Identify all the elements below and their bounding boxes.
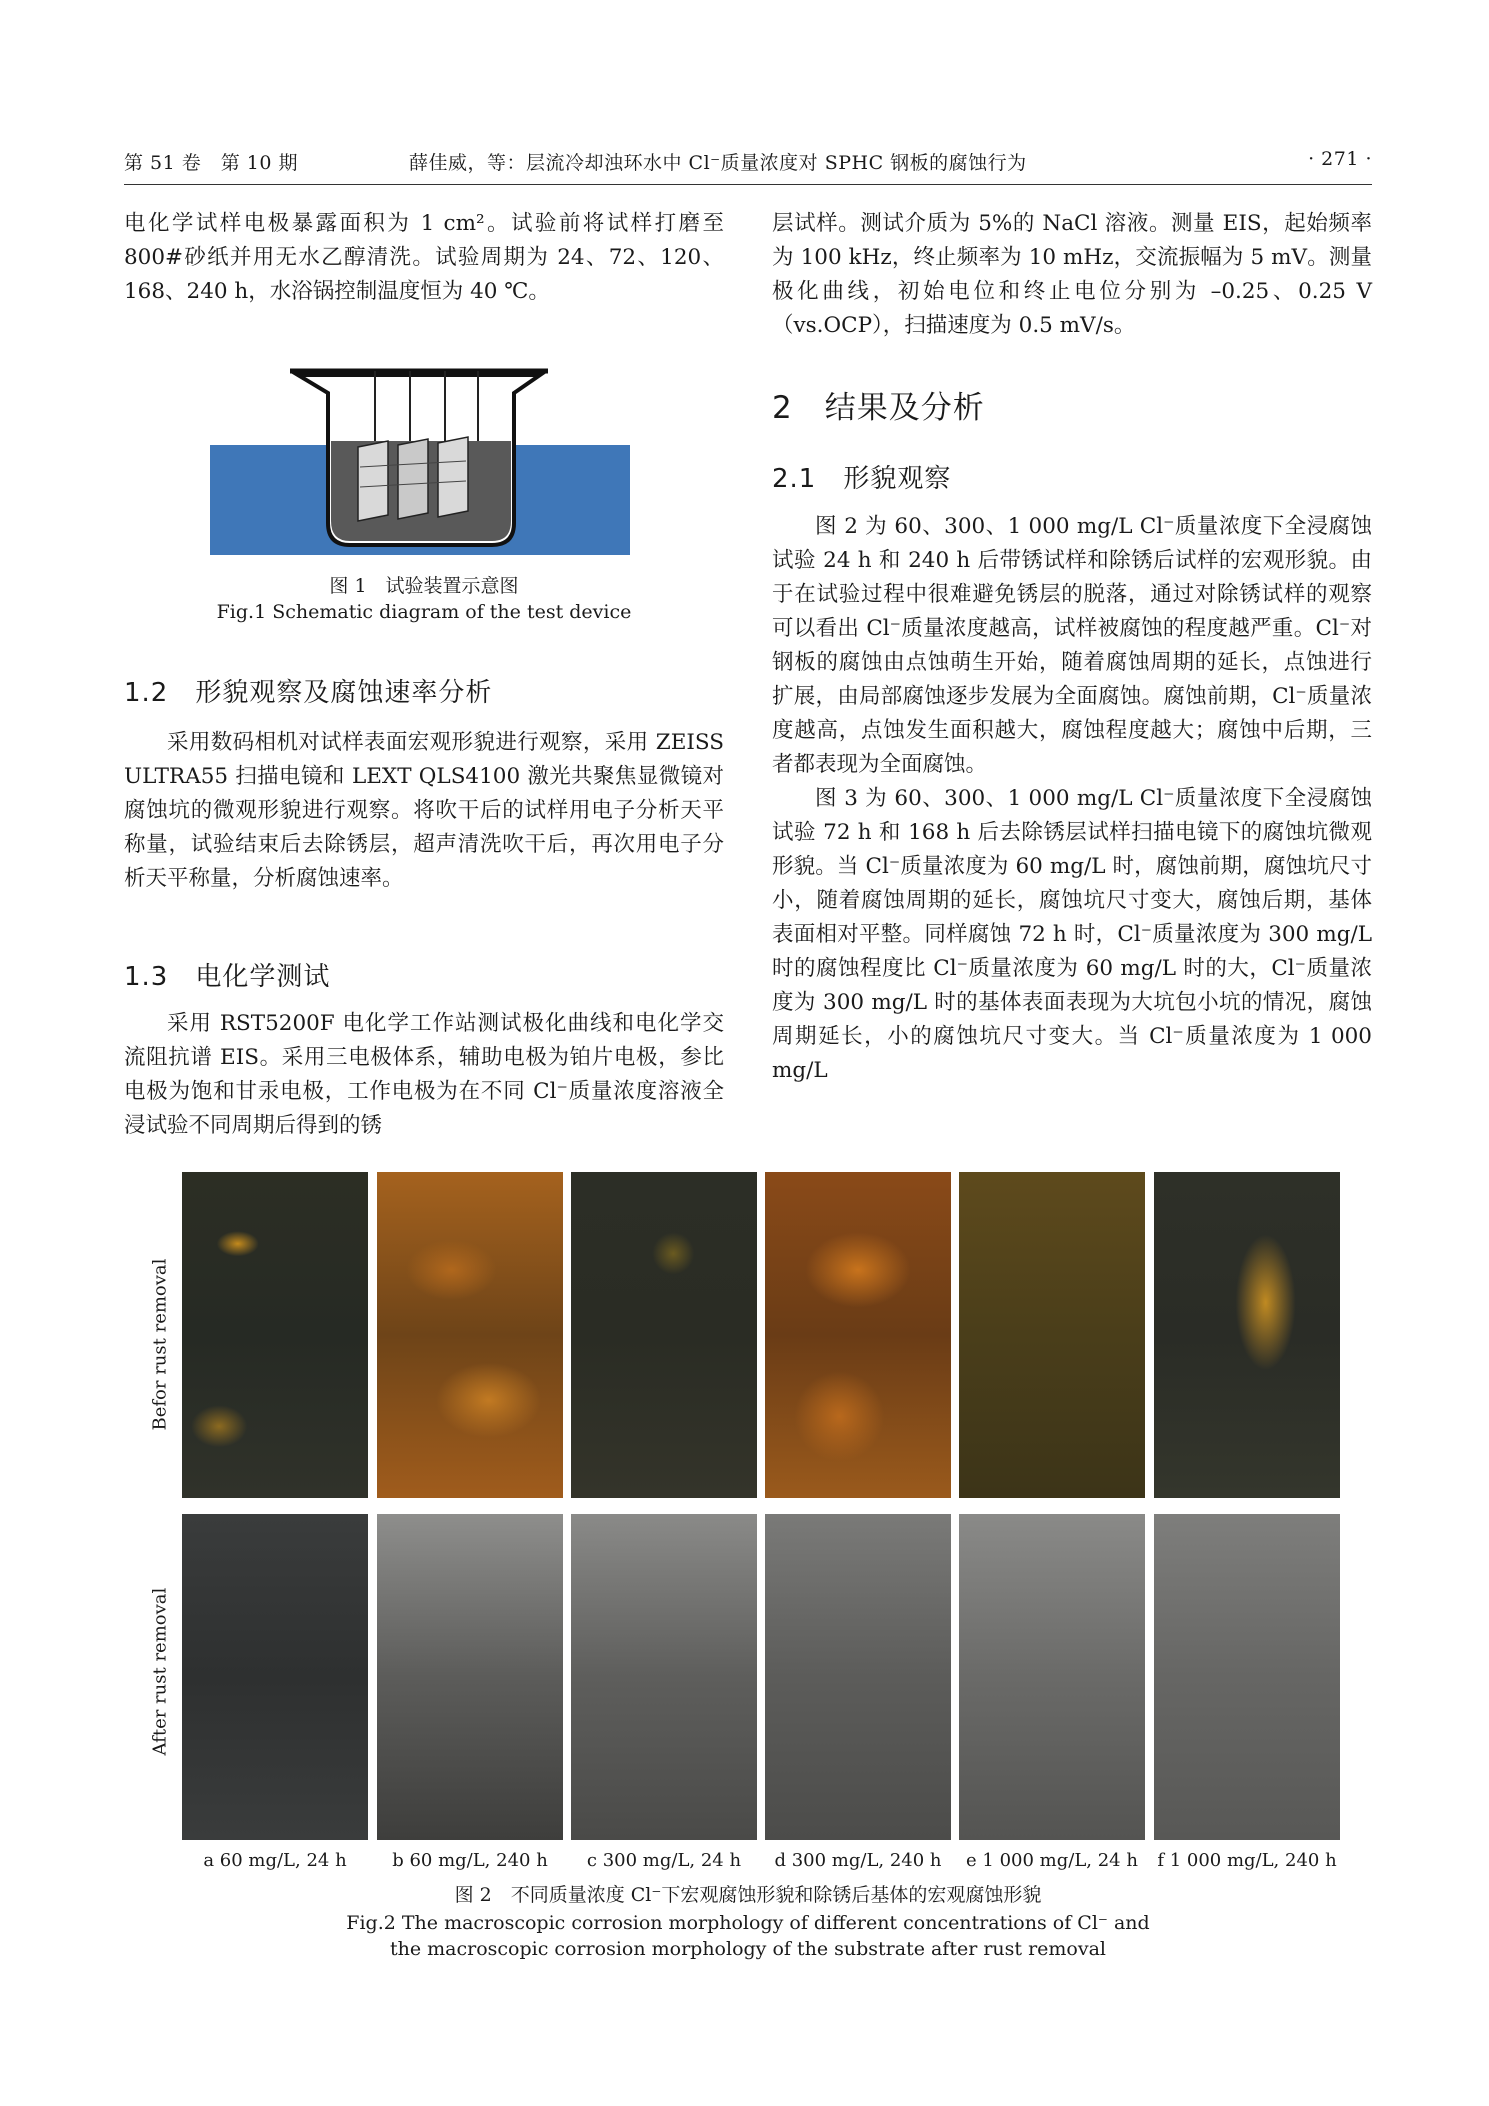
panel-label-e: e 1 000 mg/L, 24 h	[966, 1850, 1138, 1871]
header-article-title: 薛佳威，等：层流冷却浊环水中 Cl⁻质量浓度对 SPHC 钢板的腐蚀行为	[409, 152, 1027, 174]
photo-a-before	[182, 1172, 368, 1498]
section-1-3-heading: 1.3 电化学测试	[124, 962, 331, 992]
section-2-1-body	[772, 510, 1372, 1088]
photo-c-before	[571, 1172, 757, 1498]
photo-a-after	[182, 1514, 368, 1840]
row-label-before: Befor rust removal	[149, 1258, 171, 1431]
fig2-photo-grid	[140, 1170, 1350, 1871]
row-label-after: After rust removal	[149, 1587, 171, 1756]
section-1-3-body	[124, 1007, 724, 1143]
photo-f-after	[1154, 1514, 1340, 1840]
specimen-1	[358, 441, 388, 521]
fig2-caption	[124, 1882, 1372, 1962]
panel-label-a: a 60 mg/L, 24 h	[203, 1850, 347, 1871]
fig2-caption-en-2: the macroscopic corrosion morphology of the substrate after rust removal	[389, 1938, 1107, 1960]
running-header	[124, 148, 1372, 184]
photo-d-after	[765, 1514, 951, 1840]
section-2-heading: 2 结果及分析	[772, 390, 985, 426]
fig1-caption-cn: 图 1 试验装置示意图	[329, 575, 519, 597]
photo-c-after	[571, 1514, 757, 1840]
panel-label-d: d 300 mg/L, 240 h	[774, 1850, 942, 1871]
photo-d-before	[765, 1172, 951, 1498]
photo-b-after	[377, 1514, 563, 1840]
section-2-1-para1: 图 2 为 60、300、1 000 mg/L Cl⁻质量浓度下全浸腐蚀试验 24 h 和 240 h 后带锈试样和除锈后试样的宏观形貌。由于在试验过程中很难避免锈层的脱落，通过对除锈试样的观察可以看出 Cl⁻质量浓度越高，试样被腐蚀的程度越严重。Cl⁻对钢板的腐蚀由点蚀萌生开始，随着腐蚀周期的延长，点蚀进行扩展，由局部腐蚀逐步发展为全面腐蚀。腐蚀前期，Cl⁻质量浓度越高，点蚀发生面积越大，腐蚀程度越大；腐蚀中后期，三者都表现为全面腐蚀。	[772, 514, 1372, 777]
specimen-2	[398, 439, 428, 519]
photo-e-before	[959, 1172, 1145, 1498]
header-divider	[124, 184, 1372, 185]
header-page-number: · 271 ·	[1308, 148, 1372, 170]
panel-label-f: f 1 000 mg/L, 240 h	[1157, 1850, 1337, 1871]
fig1-caption	[124, 573, 724, 625]
fig1-caption-en: Fig.1 Schematic diagram of the test device	[216, 601, 632, 623]
section-1-2-text: 采用数码相机对试样表面宏观形貌进行观察，采用 ZEISS ULTRA55 扫描电镜和 LEXT QLS4100 激光共聚焦显微镜对腐蚀坑的微观形貌进行观察。将吹干后的试样用电子分析天平称量，试验结束后去除锈层，超声清洗吹干后，再次用电子分析天平称量，分析腐蚀速率。	[124, 730, 724, 891]
panel-label-b: b 60 mg/L, 240 h	[392, 1850, 548, 1871]
left-intro-paragraph	[124, 207, 724, 309]
fig2-caption-cn: 图 2 不同质量浓度 Cl⁻下宏观腐蚀形貌和除锈后基体的宏观腐蚀形貌	[454, 1884, 1042, 1906]
section-2-1-para2: 图 3 为 60、300、1 000 mg/L Cl⁻质量浓度下全浸腐蚀试验 72 h 和 168 h 后去除锈层试样扫描电镜下的腐蚀坑微观形貌。当 Cl⁻质量浓度为 60 mg/L 时，腐蚀前期，腐蚀坑尺寸小，随着腐蚀周期的延长，腐蚀坑尺寸变大，腐蚀后期，基体表面相对平整。同样腐蚀 72 h 时，Cl⁻质量浓度为 300 mg/L 时的腐蚀程度比 Cl⁻质量浓度为 60 mg/L 时的大，Cl⁻质量浓度为 300 mg/L 时的基体表面表现为大坑包小坑的情况，腐蚀周期延长，小的腐蚀坑尺寸变大。当 Cl⁻质量浓度为 1 000 mg/L	[772, 786, 1372, 1083]
intro-text: 电化学试样电极暴露面积为 1 cm²。试验前将试样打磨至 800#砂纸并用无水乙醇清洗。试验周期为 24、72、120、168、240 h，水浴锅控制温度恒为 40 ℃。	[124, 211, 724, 304]
photo-b-before	[377, 1172, 563, 1498]
section-2-1-heading: 2.1 形貌观察	[772, 464, 952, 494]
right-intro-paragraph	[772, 207, 1372, 343]
header-volume-issue: 第 51 卷 第 10 期	[124, 152, 299, 174]
specimen-3	[438, 437, 468, 517]
panel-label-c: c 300 mg/L, 24 h	[586, 1850, 742, 1871]
section-1-2-heading: 1.2 形貌观察及腐蚀速率分析	[124, 678, 493, 708]
section-1-2-body	[124, 726, 724, 896]
test-device-schematic	[210, 345, 630, 555]
right-continue-text: 层试样。测试介质为 5%的 NaCl 溶液。测量 EIS，起始频率为 100 kHz，终止频率为 10 mHz，交流振幅为 5 mV。测量极化曲线，初始电位和终止电位分别为 –0.25、0.25 V（vs.OCP），扫描速度为 0.5 mV/s。	[772, 211, 1372, 338]
photo-f-before	[1154, 1172, 1340, 1498]
section-1-3-text: 采用 RST5200F 电化学工作站测试极化曲线和电化学交流阻抗谱 EIS。采用三电极体系，辅助电极为铂片电极，参比电极为饱和甘汞电极，工作电极为在不同 Cl⁻质量浓度溶液全浸试验不同周期后得到的锈	[124, 1011, 724, 1138]
photo-e-after	[959, 1514, 1145, 1840]
fig2-caption-en-1: Fig.2 The macroscopic corrosion morphology of different concentrations of Cl⁻ and	[346, 1912, 1150, 1934]
